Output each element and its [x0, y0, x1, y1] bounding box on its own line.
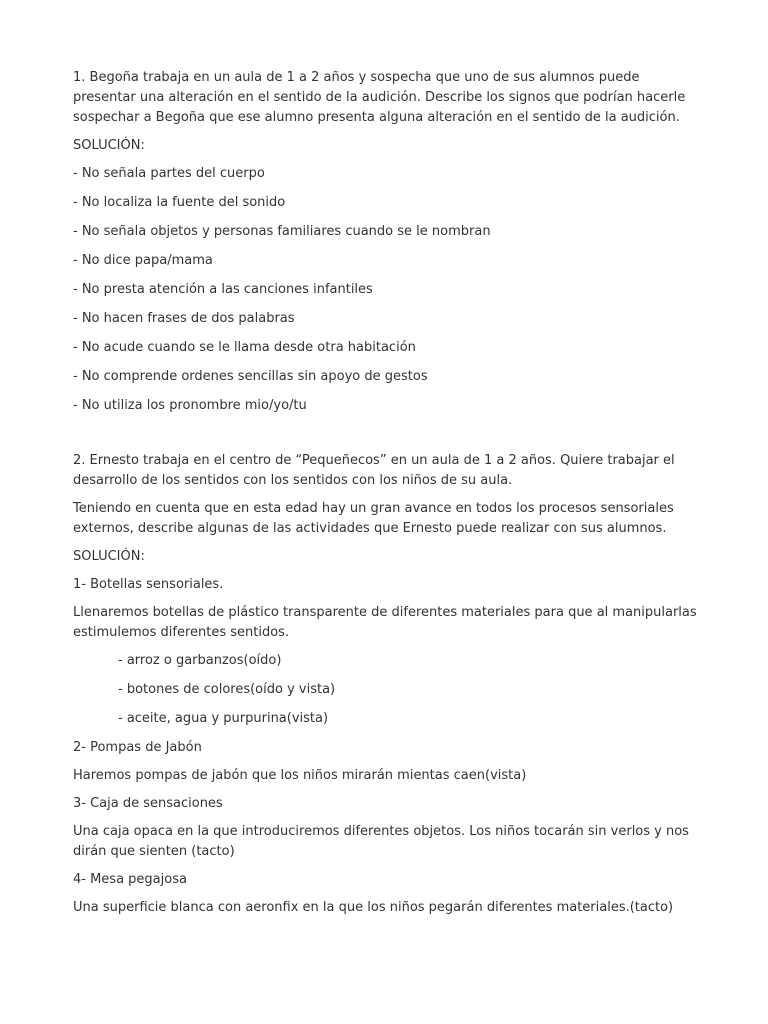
activity-title: 4- Mesa pegajosa — [73, 872, 187, 887]
q1-list-item: - No señala objetos y personas familiares cuando se le nombran — [73, 224, 491, 239]
activity-subitem: - arroz o garbanzos(oído) — [118, 653, 282, 668]
activity-description: Una superficie blanca con aeronfix en la que los niños pegarán diferentes materiales.(tacto) — [73, 900, 674, 915]
activity-title: 1- Botellas sensoriales. — [73, 577, 224, 592]
activity-description: Haremos pompas de jabón que los niños mirarán mientas caen(vista) — [73, 768, 527, 783]
q1-list-item: - No acude cuando se le llama desde otra habitación — [73, 340, 416, 355]
solution-1-label: SOLUCIÓN: — [73, 138, 145, 153]
activity-title: 2- Pompas de Jabón — [73, 740, 202, 755]
solution-2-label: SOLUCIÓN: — [73, 549, 145, 564]
q1-list-item: - No localiza la fuente del sonido — [73, 195, 286, 210]
q1-list-item: - No dice papa/mama — [73, 253, 213, 268]
question-2-context: Teniendo en cuenta que en esta edad hay un gran avance en todos los procesos sensoriales externos, describe algunas de las actividades que Ernesto puede realizar con sus alumnos. — [73, 501, 674, 536]
q1-list-item: - No presta atención a las canciones infantiles — [73, 282, 373, 297]
q1-list-item: - No comprende ordenes sencillas sin apoyo de gestos — [73, 369, 428, 384]
q1-list-item: - No señala partes del cuerpo — [73, 166, 265, 181]
question-1-text: 1. Begoña trabaja en un aula de 1 a 2 años y sospecha que uno de sus alumnos puede presentar una alteración en el sentido de la audición. Describe los signos que podrían hacerle sospechar a Begoña que ese alumno presenta alguna alteración en el sentido de la audición. — [73, 70, 686, 125]
activity-title: 3- Caja de sensaciones — [73, 796, 223, 811]
activity-description: Llenaremos botellas de plástico transparente de diferentes materiales para que al manipularlas estimulemos diferentes sentidos. — [73, 605, 697, 640]
q1-list-item: - No utiliza los pronombre mio/yo/tu — [73, 398, 307, 413]
activity-description: Una caja opaca en la que introduciremos diferentes objetos. Los niños tocarán sin verlos y nos dirán que sienten (tacto) — [73, 824, 689, 859]
activity-subitem: - aceite, agua y purpurina(vista) — [118, 711, 329, 726]
question-2-text: 2. Ernesto trabaja en el centro de “Pequeñecos” en un aula de 1 a 2 años. Quiere trabajar el desarrollo de los sentidos con los sentidos con los niños de su aula. — [73, 453, 675, 488]
document-page — [73, 68, 703, 926]
q1-list-item: - No hacen frases de dos palabras — [73, 311, 295, 326]
section-spacer — [73, 425, 703, 451]
activity-subitem: - botones de colores(oído y vista) — [118, 682, 336, 697]
